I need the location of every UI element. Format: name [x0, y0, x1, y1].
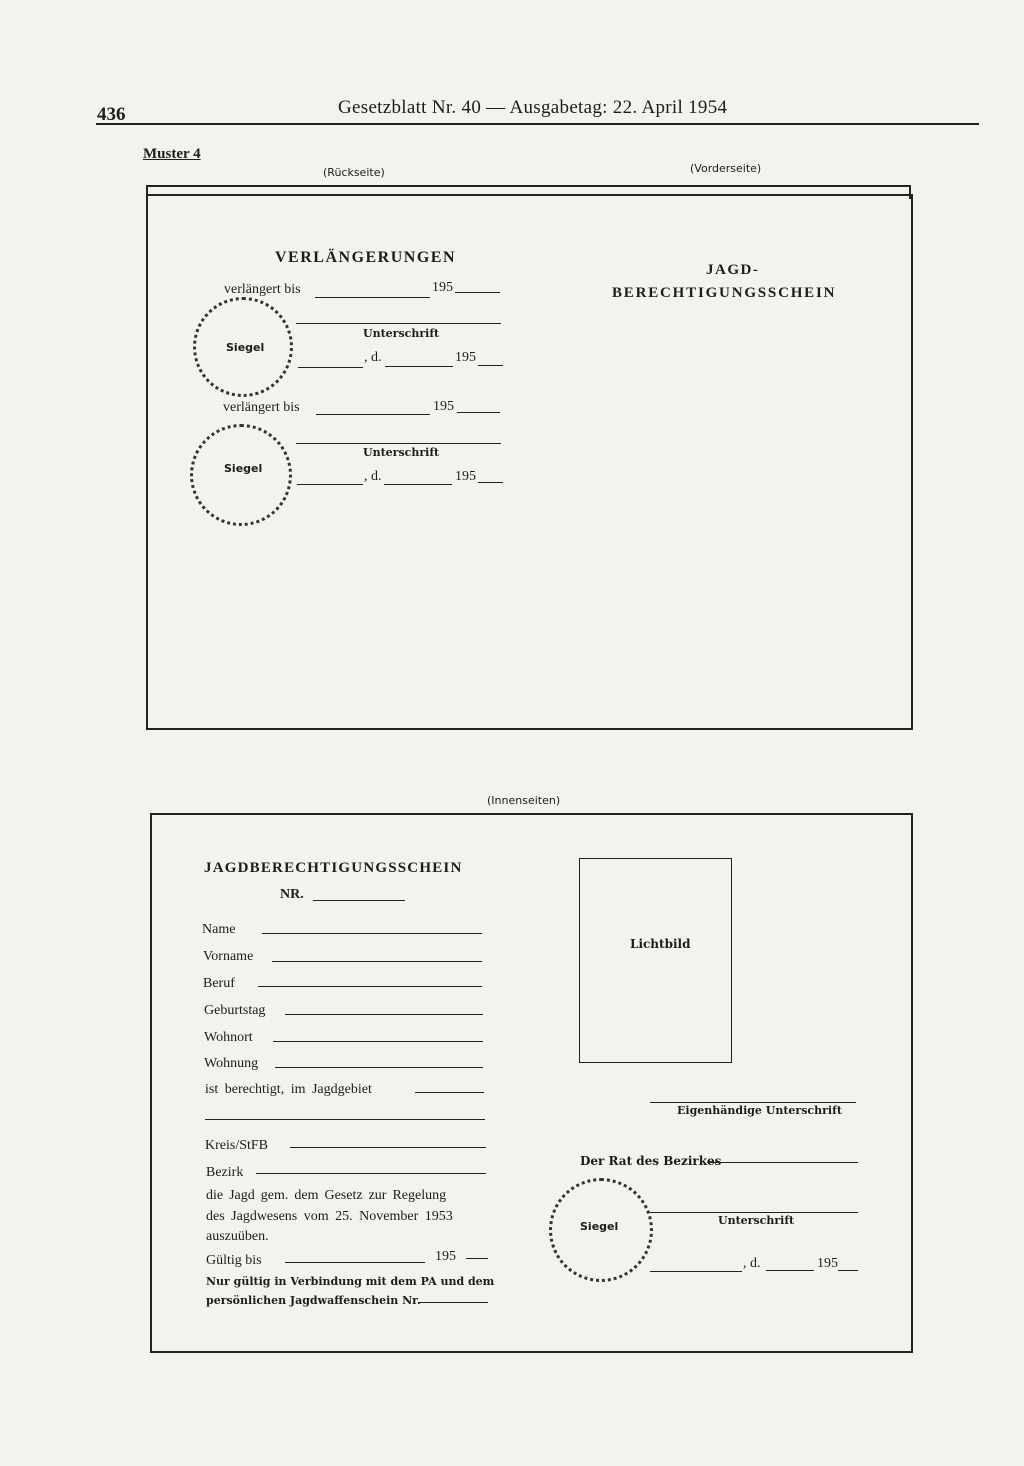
seal-label-2: Siegel: [224, 462, 263, 475]
field-wohnort-line: [273, 1041, 483, 1042]
number-line: [313, 900, 405, 901]
date-d-label-2: , d.: [364, 469, 382, 484]
signature-line-2: [296, 443, 501, 444]
signature-caption-2: Unterschrift: [363, 446, 440, 459]
photo-label: Lichtbild: [630, 937, 691, 951]
year-line-1: [455, 292, 500, 293]
field-bezirk-label: Bezirk: [206, 1165, 244, 1180]
law-text-line-2: des Jagdwesens vom 25. November 1953: [206, 1209, 453, 1224]
section-label: Muster 4: [143, 146, 201, 162]
own-signature-line: [650, 1102, 856, 1103]
field-name-line: [262, 933, 482, 934]
place-line-2: [297, 484, 363, 485]
extended-until-line-2: [316, 414, 430, 415]
field-wohnung-label: Wohnung: [204, 1056, 259, 1071]
field-beruf-label: Beruf: [203, 976, 235, 991]
council-year-label: 195: [817, 1256, 838, 1271]
date-line-2: [384, 484, 452, 485]
note-line-field: [418, 1302, 488, 1303]
field-vorname-label: Vorname: [203, 949, 254, 964]
inner-title: JAGDBERECHTIGUNGSSCHEIN: [204, 860, 463, 876]
field-berechtigt-line: [415, 1092, 484, 1093]
cover-title-line1: JAGD-: [706, 262, 760, 278]
law-text-line-3: auszuüben.: [206, 1229, 269, 1244]
place-line-1: [298, 367, 363, 368]
note-line-1: Nur gültig in Verbindung mit dem PA und dem: [206, 1275, 495, 1288]
date-line-1: [385, 366, 453, 367]
valid-year-line: [466, 1258, 488, 1259]
field-geburtstag-label: Geburtstag: [204, 1003, 266, 1018]
year-label-4: 195: [455, 469, 476, 484]
year-label-3: 195: [433, 399, 454, 414]
field-wohnort-label: Wohnort: [204, 1030, 253, 1045]
field-beruf-line: [258, 986, 482, 987]
field-berechtigt-label: ist berechtigt, im Jagdgebiet: [205, 1082, 372, 1097]
own-signature-caption: Eigenhändige Unterschrift: [677, 1104, 842, 1117]
year-label-2: 195: [455, 350, 476, 365]
field-wohnung-line: [275, 1067, 483, 1068]
extended-until-line-1: [315, 297, 430, 298]
council-line: [707, 1162, 858, 1163]
page-header-title: Gesetzblatt Nr. 40 — Ausgabetag: 22. April 1954: [338, 97, 728, 118]
field-name-label: Name: [202, 922, 236, 937]
extensions-heading: VERLÄNGERUNGEN: [275, 249, 457, 266]
seal-label-1: Siegel: [226, 341, 265, 354]
field-bezirk-line: [256, 1173, 486, 1174]
inner-caption: (Innenseiten): [487, 794, 561, 807]
field-kreis-label: Kreis/StFB: [205, 1138, 269, 1153]
photo-box: [579, 858, 732, 1063]
back-caption: (Rückseite): [323, 166, 385, 179]
council-date-line: [766, 1270, 814, 1271]
year-label-1: 195: [432, 280, 453, 295]
council-place-line: [650, 1271, 742, 1272]
signature-caption-1: Unterschrift: [363, 327, 440, 340]
note-line-2: persönlichen Jagdwaffenschein Nr.: [206, 1294, 421, 1307]
field-kreis-line: [290, 1147, 486, 1148]
year-line-3: [457, 412, 500, 413]
council-seal-label: Siegel: [580, 1220, 619, 1233]
council-signature-line: [650, 1212, 858, 1213]
council-year-line: [838, 1270, 858, 1271]
council-signature-caption: Unterschrift: [718, 1214, 795, 1227]
card-back-edge: [146, 185, 911, 199]
council-date-d-label: , d.: [743, 1256, 761, 1271]
valid-until-line: [285, 1262, 425, 1263]
field-vorname-line: [272, 961, 482, 962]
header-rule: [96, 123, 979, 125]
field-geburtstag-line: [285, 1014, 483, 1015]
valid-year-label: 195: [435, 1249, 456, 1264]
front-caption: (Vorderseite): [690, 162, 762, 175]
year-line-4: [478, 482, 503, 483]
extended-until-label-2: verlängert bis: [223, 400, 300, 415]
field-berechtigt-line-2: [205, 1119, 485, 1120]
year-line-2: [478, 365, 503, 366]
law-text-line-1: die Jagd gem. dem Gesetz zur Regelung: [206, 1188, 447, 1203]
number-label: NR.: [280, 887, 304, 902]
signature-line-1: [296, 323, 501, 324]
date-d-label-1: , d.: [364, 350, 382, 365]
valid-until-label: Gültig bis: [206, 1253, 262, 1268]
cover-title-line2: BERECHTIGUNGSSCHEIN: [612, 285, 837, 301]
page-number: 436: [97, 104, 126, 125]
seal-circle-2: [190, 424, 292, 526]
council-label: Der Rat des Bezirkes: [580, 1154, 722, 1168]
extended-until-label-1: verlängert bis: [224, 282, 301, 297]
